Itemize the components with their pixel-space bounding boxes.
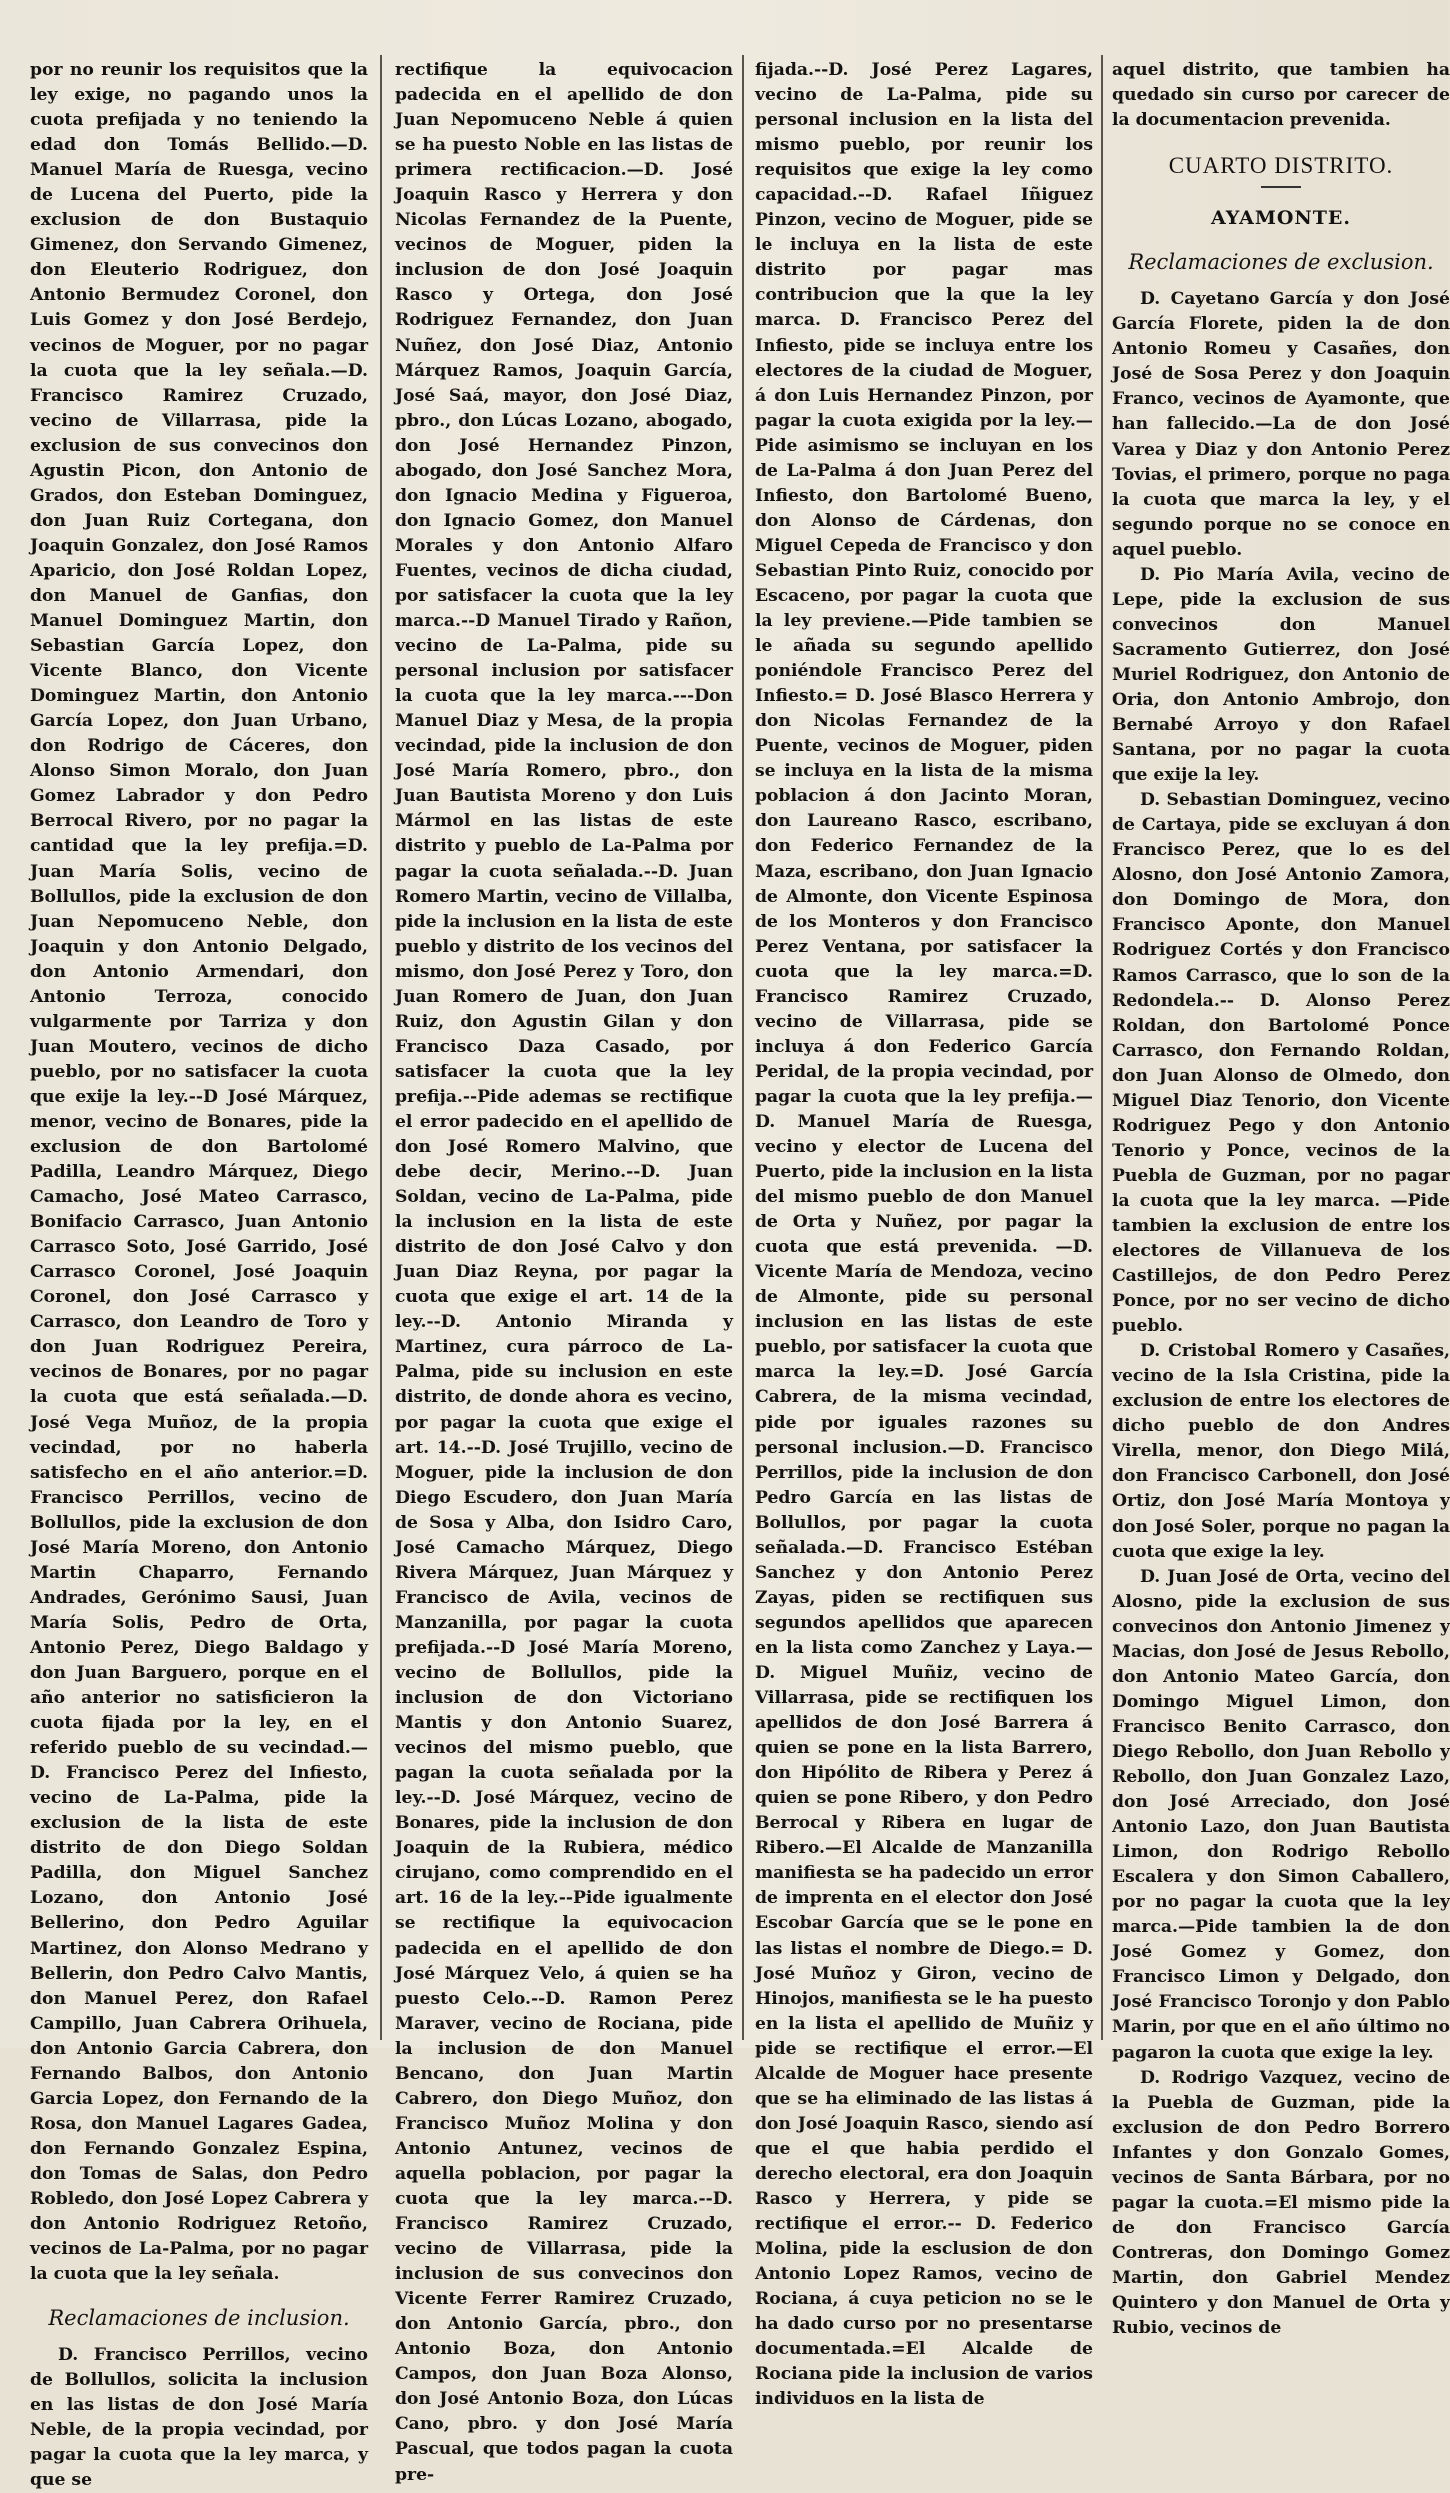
column-4	[1112, 58, 1450, 2339]
divider	[1261, 186, 1301, 188]
paragraph: fijada.--D. José Perez Lagares, vecino de La-Palma, pide su personal inclusion en la lista del mismo pueblo, por reunir los requisitos que exige la ley como capacidad.--D. Rafael Iñiguez Pinzon, vecino de Moguer, pide se le incluya en la lista de este distrito por pagar mas contribucion que la que la ley marca. D. Francisco Perez del Infiesto, pide se incluya entre los electores de la ciudad de Moguer, á don Luis Hernandez Pinzon, por pagar la cuota exigida por la ley.—Pide asimismo se incluyan en los de La-Palma á don Juan Perez del Infiesto, don Bartolomé Bueno, don Alonso de Cárdenas, don Miguel Cepeda de Francisco y don Sebastian Pinto Ruiz, conocido por Escaceno, por pagar la cuota que la ley previene.—Pide tambien se le añada su segundo apellido poniéndole Francisco Perez del Infiesto.= D. José Blasco Herrera y don Nicolas Fernandez de la Puente, vecinos de Moguer, piden se incluya en la lista de la misma poblacion á don Jacinto Moran, don Laureano Rasco, escribano, don Federico Fernandez de la Maza, escribano, don Juan Ignacio de Almonte, don Vicente Espinosa de los Monteros y don Francisco Perez Ventana, por satisfacer la cuota que la ley marca.=D. Francisco Ramirez Cruzado, vecino de Villarrasa, pide se incluya á don Federico García Peridal, de la propia vecindad, por pagar la cuota que la ley prefija.—D. Manuel María de Ruesga, vecino y elector de Lucena del Puerto, pide la inclusion en la lista del mismo pueblo de don Manuel de Orta y Nuñez, por pagar la cuota que está prevenida. —D. Vicente María de Mendoza, vecino de Almonte, pide su personal inclusion en las listas de este pueblo, por satisfacer la cuota que marca la ley.=D. José García Cabrera, de la misma vecindad, pide por iguales razones su personal inclusion.—D. Francisco Perrillos, pide la inclusion de don Pedro García en las listas de Bollullos, por pagar la cuota señalada.—D. Francisco Estéban Sanchez y don Antonio Perez Zayas, piden se rectifiquen sus segundos apellidos que aparecen en la lista como Zanchez y Laya.—D. Miguel Muñiz, vecino de Villarrasa, pide se rectifiquen los apellidos de don José Barrera á quien se pone en la lista Barrero, don Hipólito de Ribera y Perez á quien se pone Ribero, y don Pedro Berrocal y Ribera en lugar de Ribero.—El Alcalde de Manzanilla manifiesta se ha padecido un error de imprenta en el elector don José Escobar García que se le pone en las listas el nombre de Diego.= D. José Muñoz y Giron, vecino de Hinojos, manifiesta se le ha puesto en la lista el apellido de Muñiz y pide se rectifique el error.—El Alcalde de Moguer hace presente que se ha eliminado de las listas á don José Joaquin Rasco, siendo así que el que habia perdido el derecho electoral, era don Joaquin Rasco y Herrera, y pide se rectifique el error.-- D. Federico Molina, pide la esclusion de don Antonio Lopez Ramos, vecino de Rociana, á cuya peticion no se le ha dado curso por no presentarse documentada.=El Alcalde de Rociana pide la inclusion de varios individuos en la lista de	[755, 60, 1093, 2410]
section-heading: Reclamaciones de inclusion.	[48, 2306, 350, 2331]
paragraph: D. Pio María Avila, vecino de Lepe, pide la exclusion de sus convecinos don Manuel Sacramento Gutierrez, don José Muriel Rodriguez, don Antonio de Oria, don Antonio Ambrojo, don Bernabé Arroyo y don Rafael Santana, por no pagar la cuota que exije la ley.	[1112, 564, 1450, 786]
column-2	[395, 58, 733, 2485]
district-heading: CUARTO DISTRITO.	[1168, 153, 1394, 179]
paragraph: rectifique la equivocacion padecida en el apellido de don Juan Nepomuceno Neble á quien se ha puesto Noble en las listas de primera rectificacion.—D. José Joaquin Rasco y Herrera y don Nicolas Fernandez de la Puente, vecinos de Moguer, piden la inclusion de don José Joaquin Rasco y Ortega, don José Rodriguez Fernandez, don Juan Nuñez, don José Diaz, Antonio Márquez Ramos, Joaquin García, José Saá, mayor, don José Diaz, pbro., don Lúcas Lozano, abogado, don José Hernandez Pinzon, abogado, don José Sanchez Mora, don Ignacio Medina y Figueroa, don Ignacio Gomez, don Manuel Morales y don Antonio Alfaro Fuentes, vecinos de dicha ciudad, por satisfacer la cuota que la ley marca.--D Manuel Tirado y Rañon, vecino de La-Palma, pide su personal inclusion por satisfacer la cuota que la ley marca.---Don Manuel Diaz y Mesa, de la propia vecindad, pide la inclusion de don José María Romero, pbro., don Juan Bautista Moreno y don Luis Mármol en las listas de este distrito y pueblo de La-Palma por pagar la cuota señalada.--D. Juan Romero Martin, vecino de Villalba, pide la inclusion en la lista de este pueblo y distrito de los vecinos del mismo, don José Perez y Toro, don Juan Romero de Juan, don Juan Ruiz, don Agustin Gilan y don Francisco Daza Casado, por satisfacer la cuota que la ley prefija.--Pide ademas se rectifique el error padecido en el apellido de don José Romero Malvino, que debe decir, Merino.--D. Juan Soldan, vecino de La-Palma, pide la inclusion en la lista de este distrito de don José Calvo y don Juan Diaz Reyna, por pagar la cuota que exige el art. 14 de la ley.--D. Antonio Miranda y Martinez, cura párroco de La-Palma, pide su inclusion en este distrito, de donde ahora es vecino, por pagar la cuota que exige el art. 14.--D. José Trujillo, vecino de Moguer, pide la inclusion de don Diego Escudero, don Juan María de Sosa y Alba, don Isidro Caro, José Camacho Márquez, Diego Rivera Márquez, Juan Márquez y Francisco de Avila, vecinos de Manzanilla, por pagar la cuota prefijada.--D José María Moreno, vecino de Bollullos, pide la inclusion de don Victoriano Mantis y don Antonio Suarez, vecinos del mismo pueblo, que pagan la cuota señalada por la ley.--D. José Márquez, vecino de Bonares, pide la inclusion de don Joaquin de la Rubiera, médico cirujano, como comprendido en el art. 16 de la ley.--Pide igualmente se rectifique la equivocacion padecida en el apellido de don José Márquez Velo, á quien se ha puesto Celo.--D. Ramon Perez Maraver, vecino de Rociana, pide la inclusion de don Manuel Bencano, don Juan Martin Cabrero, don Diego Muñoz, don Francisco Muñoz Molina y don Antonio Antunez, vecinos de aquella poblacion, por pagar la cuota que la ley marca.--D. Francisco Ramirez Cruzado, vecino de Villarrasa, pide la inclusion de sus convecinos don Vicente Ferrer Ramirez Cruzado, don Antonio García, pbro., don Antonio Boza, don Antonio Campos, don Juan Boza Alonso, don José Antonio Boza, don Lúcas Cano, pbro. y don José María Pascual, que todos pagan la cuota pre-	[395, 60, 733, 2485]
paragraph: D. Cristobal Romero y Casañes, vecino de la Isla Cristina, pide la exclusion de entre los electores de dicho pueblo de don Andres Virella, menor, don Diego Milá, don Francisco Carbonell, don José Ortiz, don José María Montoya y don José Soler, porque no pagan la cuota que exige la ley.	[1112, 1341, 1450, 1562]
paragraph: D. Francisco Perrillos, vecino de Bollullos, solicita la inclusion en las listas de don José María Neble, de la propia vecindad, por pagar la cuota que la ley marca, y que se	[30, 2345, 368, 2491]
column-3	[755, 58, 1093, 2410]
column-rule	[742, 55, 744, 2040]
paragraph: D. Juan José de Orta, vecino del Alosno, pide la exclusion de sus convecinos don Antonio Jimenez y Macias, don José de Jesus Rebollo, don Antonio Mateo García, don Domingo Miguel Limon, don Francisco Benito Carrasco, don Diego Rebollo, don Juan Rebollo y Rebollo, don Juan Gonzalez Lazo, don José Arreciado, don José Antonio Lazo, don Juan Bautista Limon, don Rodrigo Rebollo Escalera y don Simon Caballero, por no pagar la cuota que la ley marca.—Pide tambien la de don José Gomez y Gomez, don Francisco Limon y Delgado, don José Francisco Toronjo y don Pablo Marin, por que en el año último no pagaron la cuota que exige la ley.	[1112, 1566, 1450, 2063]
town-heading: AYAMONTE.	[1210, 207, 1352, 230]
column-rule	[1101, 55, 1103, 2040]
paragraph: por no reunir los requisitos que la ley exige, no pagando unos la cuota prefijada y no teniendo la edad don Tomás Bellido.—D. Manuel María de Ruesga, vecino de Lucena del Puerto, pide la exclusion de don Bustaquio Gimenez, don Servando Gimenez, don Eleuterio Rodriguez, don Antonio Bermudez Coronel, don Luis Gomez y don José Berdejo, vecinos de Moguer, por no pagar la cuota que la ley señala.—D. Francisco Ramirez Cruzado, vecino de Villarrasa, pide la exclusion de sus convecinos don Agustin Picon, don Antonio de Grados, don Esteban Dominguez, don Juan Ruiz Cortegana, don Joaquin Gonzalez, don José Ramos Aparicio, don José Roldan Lopez, don Manuel de Ganfias, don Manuel Dominguez Martin, don Sebastian García Lopez, don Vicente Blanco, don Vicente Dominguez Martin, don Antonio García Lopez, don Juan Urbano, don Rodrigo de Cáceres, don Alonso Simon Moralo, don Juan Gomez Labrador y don Pedro Berrocal Rivero, por no pagar la cantidad que la ley prefija.=D. Juan María Solis, vecino de Bollullos, pide la exclusion de don Juan Nepomuceno Neble, don Joaquin y don Antonio Delgado, don Antonio Armendari, don Antonio Terroza, conocido vulgarmente por Tarriza y don Juan Moutero, vecinos de dicho pueblo, por no satisfacer la cuota que exije la ley.--D José Márquez, menor, vecino de Bonares, pide la exclusion de don Bartolomé Padilla, Leandro Márquez, Diego Camacho, José Mateo Carrasco, Bonifacio Carrasco, Juan Antonio Carrasco Soto, José Garrido, José Carrasco Coronel, José Joaquin Coronel, don José Carrasco y Carrasco, don Leandro de Toro y don Juan Rodriguez Pereira, vecinos de Bonares, por no pagar la cuota que está señalada.—D. José Vega Muñoz, de la propia vecindad, por no haberla satisfecho en el año anterior.=D. Francisco Perrillos, vecino de Bollullos, pide la exclusion de don José María Moreno, don Antonio Martin Chaparro, Fernando Andrades, Gerónimo Sausi, Juan María Solis, Pedro de Orta, Antonio Perez, Diego Baldago y don Juan Barguero, porque en el año anterior no satisficieron la cuota fijada por la ley, en el referido pueblo de su vecindad.—D. Francisco Perez del Infiesto, vecino de La-Palma, pide la exclusion de la lista de este distrito de don Diego Soldan Padilla, don Miguel Sanchez Lozano, don Antonio José Bellerino, don Pedro Aguilar Martinez, don Alonso Medrano y Bellerin, don Pedro Calvo Mantis, don Manuel Perez, don Rafael Campillo, Juan Cabrera Orihuela, don Antonio Garcia Cabrera, don Fernando Balbos, don Antonio Garcia Lopez, don Fernando de la Rosa, don Manuel Lagares Gadea, don Fernando Gonzalez Espina, don Tomas de Salas, don Pedro Robledo, don José Lopez Cabrera y don Antonio Rodriguez Retoño, vecinos de La-Palma, por no pagar la cuota que la ley señala.	[30, 60, 368, 2285]
paragraph: aquel distrito, que tambien ha quedado sin curso por carecer de la documentacion prevenida.	[1112, 60, 1450, 131]
column-1	[30, 58, 368, 2491]
paragraph: D. Rodrigo Vazquez, vecino de la Puebla de Guzman, pide la exclusion de don Pedro Borrero Infantes y don Gonzalo Gomes, vecinos de Santa Bárbara, por no pagar la cuota.=El mismo pide la de don Francisco García Contreras, don Domingo Gomez Martin, don Gabriel Mendez Quintero y don Manuel de Orta y Rubio, vecinos de	[1112, 2067, 1450, 2339]
paragraph: D. Cayetano García y don José García Florete, piden la de don Antonio Romeu y Casañes, don José de Sosa Perez y don Joaquin Franco, vecinos de Ayamonte, que han fallecido.—La de don José Varea y Diaz y don Antonio Perez Tovias, el primero, porque no paga la cuota que marca la ley, y el segundo porque no se conoce en aquel pueblo.	[1112, 289, 1450, 560]
paragraph: D. Sebastian Dominguez, vecino de Cartaya, pide se excluyan á don Francisco Perez, que lo es del Alosno, don José Antonio Zamora, don Domingo de Mora, don Francisco Aponte, don Manuel Rodriguez Cortés y don Francisco Ramos Carrasco, que lo son de la Redondela.-- D. Alonso Perez Roldan, don Bartolomé Ponce Carrasco, don Fernando Roldan, don Juan Alonso de Olmedo, don Miguel Diaz Tenorio, don Vicente Rodriguez Pego y don Antonio Tenorio y Ponce, vecinos de la Puebla de Guzman, por no pagar la cuota que la ley marca. —Pide tambien la exclusion de entre los electores de Villanueva de los Castillejos, de don Pedro Perez Ponce, por no ser vecino de dicho pueblo.	[1112, 790, 1450, 1337]
column-rule	[380, 55, 382, 2040]
section-heading: Reclamaciones de exclusion.	[1128, 250, 1434, 275]
